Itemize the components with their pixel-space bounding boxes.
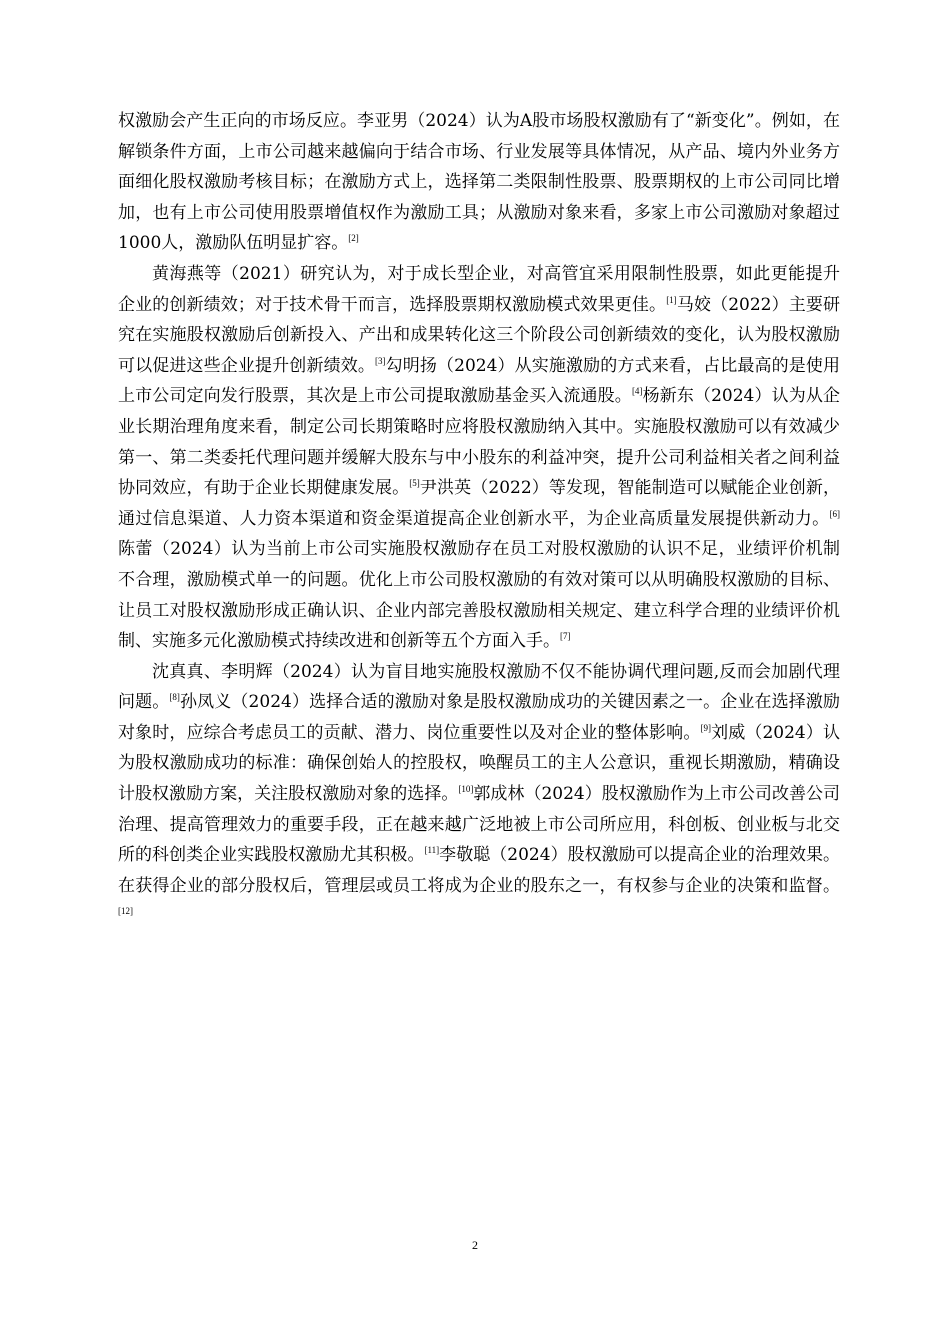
paragraph-1 [118, 106, 840, 259]
paragraph-text: 马姣（2022）主要研究在实施股权激励后创新投入、产出和成果转化这三个阶段公司创新绩效的变化，认为股权激励可以促进这些企业提升创新绩效。 [118, 294, 840, 376]
citation-5: [5] [409, 478, 420, 489]
citation-4: [4] [631, 386, 643, 397]
citation-1: [1] [666, 294, 677, 305]
citation-3: [3] [374, 355, 386, 366]
citation-11: [11] [424, 845, 440, 856]
citation-7: [7] [560, 631, 571, 642]
citation-9: [9] [700, 722, 711, 733]
page-number: 2 [472, 1238, 478, 1252]
document-body [118, 106, 840, 932]
paragraph-text: 黄海燕等（2021）研究认为，对于成长型企业，对高管宜采用限制性股票，如此更能提升企业的创新绩效；对于技术骨干而言，选择股票期权激励模式效果更佳。 [118, 263, 840, 315]
citation-2: [2] [348, 233, 359, 244]
paragraph-text: 陈蕾（2024）认为当前上市公司实施股权激励存在员工对股权激励的认识不足，业绩评价机制不合理，激励模式单一的问题。优化上市公司股权激励的有效对策可以从明确股权激励的目标、让员工对股权激励形成正确认识、企业内部完善股权激励相关规定、建立科学合理的业绩评价机制、实施多元化激励模式持续改进和创新等五个方面入手。 [118, 539, 840, 652]
paragraph-text: 沈真真、李明辉（2024）认为盲目地实施股权激励不仅不能协调代理问题,反而会加剧代理问题。 [118, 661, 840, 713]
paragraph-text: 孙凤义（2024）选择合适的激励对象是股权激励成功的关键因素之一。企业在选择激励对象时，应综合考虑员工的贡献、潜力、岗位重要性以及对企业的整体影响。 [118, 692, 841, 743]
citation-8: [8] [169, 692, 180, 703]
paragraph-text: 权激励会产生正向的市场反应。李亚男（2024）认为A股市场股权激励有了“新变化”。例如，在解锁条件方面，上市公司越来越偏向于结合市场、行业发展等具体情况，从产品、境内外业务方面细化股权激励考核目标；在激励方式上，选择第二类限制性股票、股票期权的上市公司同比增加，也有上市公司使用股票增值权作为激励工具；从激励对象来看，多家上市公司激励对象超过1000人，激励队伍明显扩容。 [118, 111, 840, 254]
paragraph-text: 刘威（2024）认为股权激励成功的标准：确保创始人的控股权，唤醒员工的主人公意识，重视长期激励，精确设计股权激励方案，关注股权激励对象的选择。 [118, 722, 841, 805]
paragraph-text: 李敬聪（2024）股权激励可以提高企业的治理效果。在获得企业的部分股权后，管理层或员工将成为企业的股东之一，有权参与企业的决策和监督。 [118, 845, 841, 896]
citation-6: [6] [829, 508, 840, 519]
citation-12: [12] [118, 906, 133, 917]
paragraph-text: 尹洪英（2022）等发现，智能制造可以赋能企业创新，通过信息渠道、人力资本渠道和资金渠道提高企业创新水平，为企业高质量发展提供新动力。 [118, 478, 841, 529]
paragraph-text: 郭成林（2024）股权激励作为上市公司改善公司治理、提高管理效力的重要手段，正在越来越广泛地被上市公司所应用，科创板、创业板与北交所的科创类企业实践股权激励尤其积极。 [118, 784, 841, 866]
paragraph-2 [118, 259, 840, 657]
citation-10: [10] [458, 784, 474, 795]
paragraph-3 [118, 657, 840, 932]
paragraph-text: 杨新东（2024）认为从企业长期治理角度来看，制定公司长期策略时应将股权激励纳入其中。实施股权激励可以有效减少第一、第二类委托代理问题并缓解大股东与中小股东的利益冲突，提升公司利益相关者之间利益协同效应，有助于企业长期健康发展。 [118, 386, 841, 499]
paragraph-text: 勾明扬（2024）从实施激励的方式来看，占比最高的是使用上市公司定向发行股票，其次是上市公司提取激励基金买入流通股。 [118, 355, 841, 407]
